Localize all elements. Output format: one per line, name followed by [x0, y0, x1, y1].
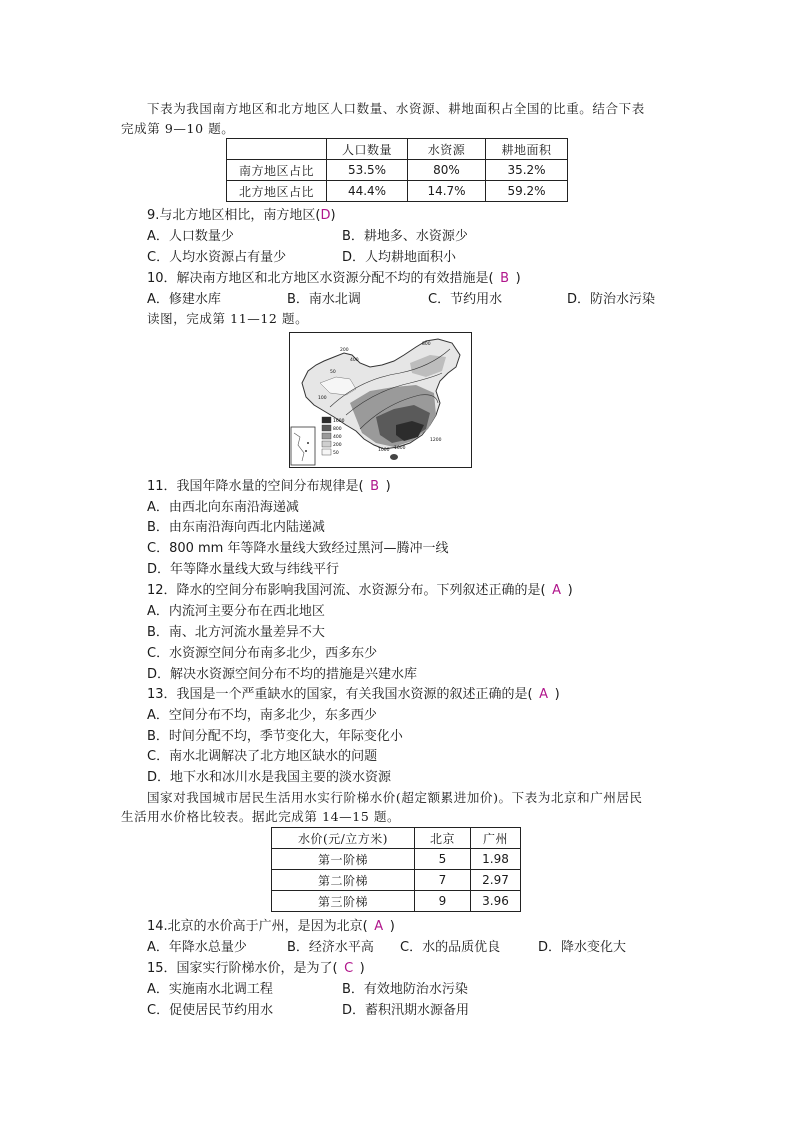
answer-mark: C	[344, 961, 354, 976]
table-header: 人口数量	[327, 139, 408, 160]
table-cell: 80%	[408, 160, 486, 181]
table-row	[272, 849, 521, 870]
isoline-label: 200	[340, 348, 349, 353]
question-stem: 12．降水的空间分布影响我国河流、水资源分布。下列叙述正确的是(	[147, 583, 546, 598]
question-13	[147, 683, 560, 702]
option: B．耕地多、水资源少	[342, 229, 468, 244]
population-water-land-table	[226, 138, 568, 202]
option: D．解决水资源空间分布不均的措施是兴建水库	[147, 667, 418, 682]
question-9	[147, 204, 336, 223]
option: A．空间分布不均，南多北少，东多西少	[147, 708, 377, 723]
option: B．由东南沿海向西北内陆递减	[147, 520, 325, 535]
legend-swatch	[322, 433, 331, 439]
question-stem: 9.与北方地区相比，南方地区(	[147, 208, 321, 223]
china-precipitation-map	[289, 332, 472, 468]
question-stem: 11．我国年降水量的空间分布规律是(	[147, 479, 364, 494]
table-header: 耕地面积	[486, 139, 568, 160]
question-close: )	[515, 271, 521, 286]
answer-mark: B	[370, 479, 380, 494]
isoline-label: 1200	[430, 438, 442, 443]
intro-line: 完成第 9—10 题。	[121, 121, 235, 136]
question-close: )	[330, 208, 336, 223]
table-cell: 3.96	[471, 891, 521, 912]
table-row	[227, 181, 568, 202]
legend-label: 800	[333, 427, 342, 432]
question-close: )	[554, 687, 560, 702]
option: C．水资源空间分布南多北少，西多东少	[147, 646, 378, 661]
table-cell: 59.2%	[486, 181, 568, 202]
question-stem: 10．解决南方地区和北方地区水资源分配不均的有效措施是(	[147, 271, 494, 286]
option: B．时间分配不均，季节变化大，年际变化小	[147, 729, 403, 744]
isoline-label: 400	[350, 358, 359, 363]
legend-label: 400	[333, 435, 342, 440]
option: A．由西北向东南沿海递减	[147, 500, 299, 515]
isoline-label: 800	[422, 342, 431, 347]
table-header: 广州	[471, 828, 521, 849]
option: D．地下水和冰川水是我国主要的淡水资源	[147, 770, 392, 785]
table-cell: 5	[415, 849, 471, 870]
question-15	[147, 957, 365, 976]
intro-line: 国家对我国城市居民生活用水实行阶梯水价(超定额累进加价)。下表为北京和广州居民	[147, 790, 643, 805]
option: C．促使居民节约用水	[147, 1003, 274, 1018]
question-10	[147, 267, 521, 286]
legend-label: 50	[333, 451, 339, 456]
table-cell: 北方地区占比	[227, 181, 327, 202]
option: C．节约用水	[428, 292, 503, 307]
table-cell: 9	[415, 891, 471, 912]
table-cell: 2.97	[471, 870, 521, 891]
option: A．修建水库	[147, 292, 221, 307]
question-close: )	[359, 961, 365, 976]
table-cell: 1.98	[471, 849, 521, 870]
option: A．实施南水北调工程	[147, 982, 273, 997]
precipitation-map-graphic	[290, 333, 471, 467]
isoline-label: 100	[318, 396, 327, 401]
option: D．年等降水量线大致与纬线平行	[147, 562, 340, 577]
table-cell	[227, 139, 327, 160]
table-header-row	[227, 139, 568, 160]
table-header: 北京	[415, 828, 471, 849]
isoline-label: 50	[330, 370, 336, 375]
option: D．降水变化大	[538, 940, 627, 955]
table-header: 水资源	[408, 139, 486, 160]
option: A．人口数量少	[147, 229, 234, 244]
legend-swatch	[322, 417, 331, 423]
isoline-label: 1000	[378, 448, 390, 453]
table-cell: 7	[415, 870, 471, 891]
isoline-label: 1600	[394, 446, 406, 451]
answer-mark: D	[320, 208, 331, 223]
table-cell: 53.5%	[327, 160, 408, 181]
answer-mark: B	[500, 271, 510, 286]
question-12	[147, 579, 573, 598]
legend-swatch	[322, 425, 331, 431]
table-cell: 44.4%	[327, 181, 408, 202]
option: D．防治水污染	[567, 292, 656, 307]
option: C．南水北调解决了北方地区缺水的问题	[147, 749, 378, 764]
option: B．南、北方河流水量差异不大	[147, 625, 325, 640]
option: B．南水北调	[287, 292, 361, 307]
table-cell: 35.2%	[486, 160, 568, 181]
option: A．内流河主要分布在西北地区	[147, 604, 325, 619]
table-header: 水价(元/立方米)	[272, 828, 415, 849]
question-11	[147, 475, 391, 494]
question-stem: 15．国家实行阶梯水价，是为了(	[147, 961, 338, 976]
question-close: )	[385, 479, 391, 494]
question-stem: 14.北京的水价高于广州，是因为北京(	[147, 919, 368, 934]
intro-line: 下表为我国南方地区和北方地区人口数量、水资源、耕地面积占全国的比重。结合下表	[147, 101, 645, 116]
table-header-row	[272, 828, 521, 849]
table-row	[227, 160, 568, 181]
option: C．800 mm 年等降水量线大致经过黑河—腾冲一线	[147, 541, 449, 556]
question-close: )	[567, 583, 573, 598]
option: D．蓄积汛期水源备用	[342, 1003, 470, 1018]
option: C．水的品质优良	[400, 940, 501, 955]
option: D．人均耕地面积小	[342, 250, 457, 265]
intro-line: 生活用水价格比较表。据此完成第 14—15 题。	[121, 809, 401, 824]
answer-mark: A	[552, 583, 562, 598]
option: C．人均水资源占有量少	[147, 250, 287, 265]
legend-swatch	[322, 449, 331, 455]
legend-label: 1600	[333, 419, 345, 424]
table-cell: 南方地区占比	[227, 160, 327, 181]
option: B．有效地防治水污染	[342, 982, 468, 997]
table-cell: 第一阶梯	[272, 849, 415, 870]
table-cell: 第二阶梯	[272, 870, 415, 891]
table-row	[272, 891, 521, 912]
answer-mark: A	[539, 687, 549, 702]
question-close: )	[389, 919, 395, 934]
table-cell: 第三阶梯	[272, 891, 415, 912]
legend-label: 200	[333, 443, 342, 448]
table-row	[272, 870, 521, 891]
legend-swatch	[322, 441, 331, 447]
map-legend	[322, 417, 345, 456]
question-14	[147, 915, 395, 934]
table-cell: 14.7%	[408, 181, 486, 202]
answer-mark: A	[374, 919, 384, 934]
intro-line: 读图，完成第 11—12 题。	[147, 311, 309, 326]
water-price-table	[271, 827, 521, 912]
question-stem: 13．我国是一个严重缺水的国家，有关我国水资源的叙述正确的是(	[147, 687, 533, 702]
option: B．经济水平高	[287, 940, 374, 955]
option: A．年降水总量少	[147, 940, 247, 955]
